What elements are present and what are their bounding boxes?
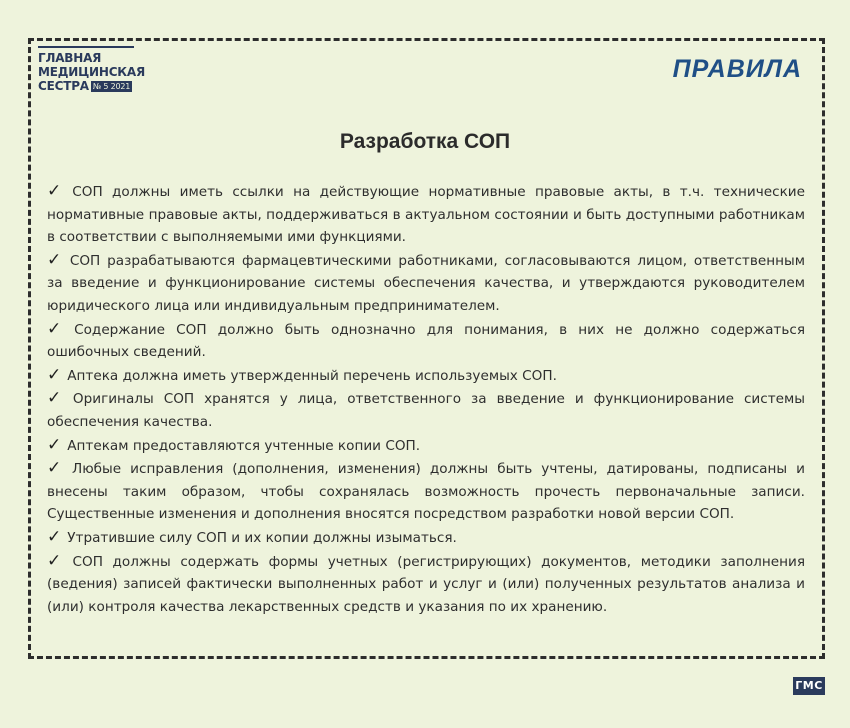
page-title: Разработка СОП: [339, 130, 511, 153]
rule-item: [47, 457, 805, 526]
logo-line-3-text: СЕСТРА: [38, 79, 89, 93]
rule-text: Утратившие силу СОП и их копии должны изыматься.: [67, 529, 457, 546]
check-icon: ✓: [47, 364, 62, 385]
logo-line-2: МЕДИЦИНСКАЯ: [38, 65, 146, 79]
rule-text: Содержание СОП должно быть однозначно для понимания, в них не должно содержаться ошибочных сведений.: [47, 321, 805, 361]
rule-item: [47, 526, 805, 550]
rule-text: Аптека должна иметь утвержденный перечень используемых СОП.: [67, 367, 557, 384]
check-icon: ✓: [47, 318, 69, 339]
rule-item: [47, 434, 805, 458]
check-icon: ✓: [47, 458, 66, 479]
check-icon: ✓: [47, 388, 67, 409]
check-icon: ✓: [47, 550, 67, 571]
rule-text: Аптекам предоставляются учтенные копии СОП.: [67, 437, 421, 454]
check-icon: ✓: [47, 434, 62, 455]
rule-text: Любые исправления (дополнения, изменения) должны быть учтены, датированы, подписаны и внесены таким образом, чтобы сохранялась возможность прочесть первоначальные записи. Существенные изменения и дополнения вносятся посредством разработки новой версии СОП.: [47, 461, 805, 523]
rule-item: [47, 364, 805, 388]
check-icon: ✓: [47, 181, 67, 201]
rule-item: [47, 387, 805, 433]
check-icon: ✓: [47, 249, 64, 270]
rule-text: СОП должны иметь ссылки на действующие нормативные правовые акты, в т.ч. технические нормативные правовые акты, поддерживаться в актуальном состоянии и быть доступными работникам в соответствии с выполняемыми ими функциями.: [47, 184, 805, 246]
logo-line-1: ГЛАВНАЯ: [38, 51, 102, 65]
rule-text: СОП разрабатываются фармацевтическими работниками, согласовываются лицом, ответственным за введение и функционирование системы обеспечения качества, и утверждаются руководителем юридического лица или индивидуальным предпринимателем.: [47, 252, 805, 314]
rule-item: [47, 180, 805, 249]
rubric-label: ПРАВИЛА: [672, 55, 802, 83]
check-icon: ✓: [47, 526, 62, 547]
rule-text: Оригиналы СОП хранятся у лица, ответственного за введение и функционирование системы обеспечения качества.: [47, 391, 805, 430]
rule-item: [47, 249, 805, 318]
issue-badge: № 5 2021: [92, 82, 131, 91]
rule-item: [47, 550, 805, 619]
footer-logo: ГМС: [793, 677, 825, 695]
rules-list: [47, 180, 805, 618]
rule-item: [47, 318, 805, 364]
rule-text: СОП должны содержать формы учетных (регистрирующих) документов, методики заполнения (ведения) записей фактически выполненных работ и услуг и (или) полученных результатов анализа и (или) контроля качества лекарственных средств и указания по их хранению.: [47, 553, 805, 615]
